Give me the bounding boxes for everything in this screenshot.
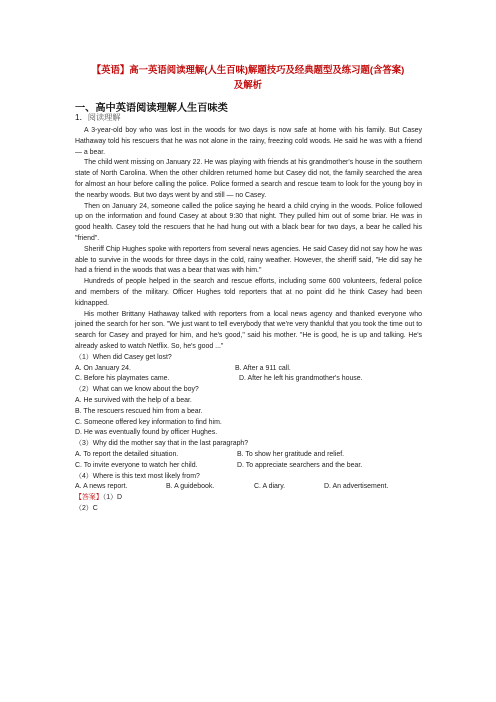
passage-body <box>75 126 422 515</box>
answer-2: （2）C <box>75 504 98 512</box>
option-c: C. To invite everyone to watch her child. <box>75 461 198 469</box>
section-heading: 一、高中英语阅读理解人生百味类 <box>75 103 228 114</box>
answer-line-2 <box>75 504 422 515</box>
question-3 <box>75 439 422 471</box>
paragraph: Then on January 24, someone called the police saying he heard a child crying in the woods. Police followed up on the information and found Casey at about 9:30 that night. They pulled him out of some briar. He was in good health. Casey told the rescuers that he had hung out with a black bear for two days, a bear he called his "friend". <box>75 202 422 242</box>
question-stem: （2）What can we know about the boy? <box>75 386 199 394</box>
question-1 <box>75 353 422 385</box>
question-2 <box>75 385 422 439</box>
option-b: B. A guidebook. <box>166 483 215 491</box>
option-d: D. An advertisement. <box>324 483 389 491</box>
title-line-1: 【英语】高一英语阅读理解(人生百味)解题技巧及经典题型及练习题(含答案) <box>91 64 405 75</box>
answer-tag: 【答案】 <box>75 494 103 502</box>
paragraph: Hundreds of people helped in the search and rescue efforts, including some 600 volunteers, federal police and members of the military. Officer Hughes told reporters that at no point did he think Casey had been kidnapped. <box>75 278 422 307</box>
paragraph: His mother Brittany Hathaway talked with reporters from a local news agency and thanked everyone who joined the search for her son. "We just want to tell everybody that we're very thankful that you took the time out to search for Casey and prayed for him, and he's good," said his mother. "He is good, he is up and talking. He's already asked to watch Netflix. So, he's good ..." <box>75 310 422 350</box>
option-c: C. Before his playmates came. <box>75 375 170 383</box>
question-stem: （1）When did Casey get lost? <box>75 353 172 361</box>
question-stem: （3）Why did the mother say that in the last paragraph? <box>75 440 249 448</box>
paragraph: A 3-year-old boy who was lost in the woods for two days is now safe at home with his family. But Casey Hathaway told his rescuers that he was not alone in the rainy, freezing cold woods. He said he was with a friend — a bear. <box>75 127 422 156</box>
paragraph: Sheriff Chip Hughes spoke with reporters from several news agencies. He said Casey did not say how he was able to survive in the woods for three days in the cold, rainy weather. However, the sheriff said, "He did say he had a friend in the woods that was a bear that was with him." <box>75 245 422 275</box>
question-stem: （4）Where is this text most likely from? <box>75 472 200 480</box>
item-label: 阅读理解 <box>87 113 121 122</box>
option-c: C. Someone offered key information to find him. <box>75 418 222 426</box>
item-heading <box>75 112 121 123</box>
option-b: B. After a 911 call. <box>235 364 291 372</box>
answer-line-1 <box>75 493 422 504</box>
option-a: A. To report the detailed situation. <box>75 450 179 458</box>
option-a: A. On January 24. <box>75 364 131 372</box>
option-b: B. To show her gratitude and relief. <box>237 450 345 458</box>
question-4 <box>75 472 422 494</box>
item-number: 1． <box>75 113 88 122</box>
answer-1: （1）D <box>102 494 123 502</box>
title-line-2: 及解析 <box>233 79 263 90</box>
option-d: D. He was eventually found by officer Hughes. <box>75 429 218 437</box>
option-b: B. The rescuers rescued him from a bear. <box>75 407 203 415</box>
document-title <box>40 62 456 92</box>
option-d: D. After he left his grandmother's house. <box>239 375 363 383</box>
paragraph: The child went missing on January 22. He was playing with friends at his grandmother's house in the southern state of North Carolina. When the other children returned home but Casey did not, the family searched the area for almost an hour before calling the police. Police formed a search and rescue team to look for the young boy in the nearby woods. But two days went by and still — no Casey. <box>75 159 422 199</box>
option-a: A. A news report. <box>75 483 128 491</box>
option-a: A. He survived with the help of a bear. <box>75 396 192 404</box>
option-d: D. To appreciate searchers and the bear. <box>237 461 363 469</box>
option-c: C. A diary. <box>254 483 286 491</box>
